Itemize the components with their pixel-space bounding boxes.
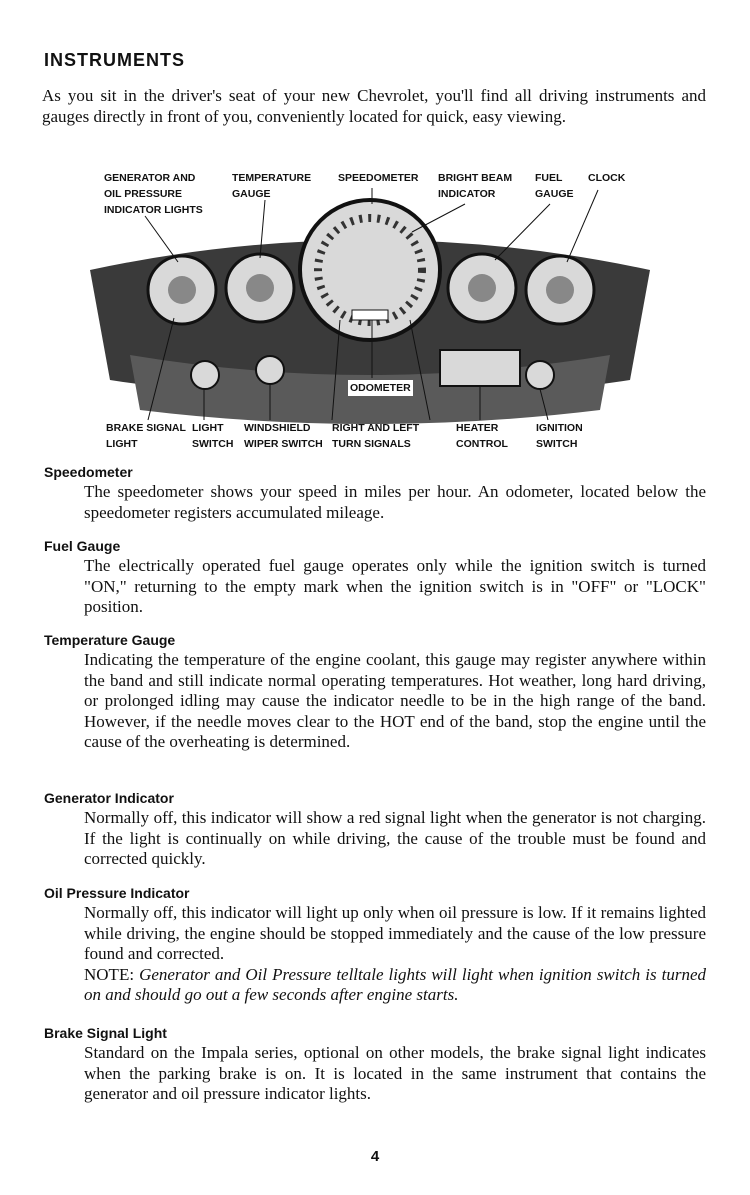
wiper-switch-knob <box>256 356 284 384</box>
page-title: INSTRUMENTS <box>44 50 185 70</box>
note-label: NOTE: <box>84 964 135 984</box>
section-heading: Fuel Gauge <box>44 538 121 554</box>
label-bright-beam: BRIGHT BEAM INDICATOR <box>438 172 513 200</box>
intro-paragraph: As you sit in the driver's seat of your new Chevrolet, you'll find all driving instruments and gauges directly in front of you, conveniently located for quick, easy viewing. <box>42 86 706 126</box>
note-paragraph <box>84 965 706 1006</box>
page-number: 4 <box>370 1148 380 1165</box>
section-body: Standard on the Impala series, optional on other models, the brake signal light indicates when the parking brake is on. It is located in the same instrument that contains the generator and oil pressure indicator lights. <box>84 1043 706 1103</box>
label-fuel-gauge: FUEL GAUGE <box>535 172 574 200</box>
generator-oil-gauge-center <box>168 276 196 304</box>
section-fuel-gauge <box>44 538 706 618</box>
label-speedometer: SPEEDOMETER <box>338 172 419 184</box>
clock-center <box>546 276 574 304</box>
section-body: Normally off, this indicator will show a red signal light when the generator is not charging. If the light is continually on while driving, the cause of the trouble must be found and corrected quickly. <box>84 808 706 868</box>
label-temperature-gauge: TEMPERATURE GAUGE <box>232 172 312 200</box>
odometer-window <box>352 310 388 320</box>
section-heading: Generator Indicator <box>44 790 174 806</box>
label-wiper-switch: WINDSHIELD WIPER SWITCH <box>244 422 323 450</box>
section-heading: Speedometer <box>44 464 133 480</box>
section-body: The speedometer shows your speed in miles per hour. An odometer, located below the speedometer registers accumulated mileage. <box>84 482 706 522</box>
section-heading: Oil Pressure Indicator <box>44 885 190 901</box>
light-switch-knob <box>191 361 219 389</box>
label-clock: CLOCK <box>588 172 626 184</box>
section-body: The electrically operated fuel gauge operates only while the ignition switch is turned "ON," returning to the empty mark when the ignition switch is in "OFF" or "LOCK" position. <box>84 556 706 616</box>
instrument-panel-figure <box>70 170 670 460</box>
section-generator-indicator <box>44 790 706 870</box>
label-generator-oil: GENERATOR AND OIL PRESSURE INDICATOR LIGHTS <box>104 172 203 216</box>
label-ignition-switch: IGNITION SWITCH <box>536 422 583 450</box>
section-oil-pressure <box>44 885 706 1006</box>
label-heater-control: HEATER CONTROL <box>456 422 508 450</box>
section-brake-signal <box>44 1025 706 1105</box>
section-heading: Brake Signal Light <box>44 1025 167 1041</box>
label-turn-signals: RIGHT AND LEFT TURN SIGNALS <box>332 422 420 450</box>
section-body: Indicating the temperature of the engine coolant, this gauge may register anywhere within the band and still indicate normal operating temperatures. Hot weather, long hard driving, or prolonged idling may cause the indicator needle to be in the high range of the band. However, if the needle moves clear to the HOT end of the band, stop the engine until the cause of the overheating is determined. <box>84 650 706 751</box>
ignition-switch-knob <box>526 361 554 389</box>
label-light-switch: LIGHT SWITCH <box>192 422 234 450</box>
heater-control <box>440 350 520 386</box>
temperature-gauge-center <box>246 274 274 302</box>
section-speedometer <box>44 464 706 523</box>
section-heading: Temperature Gauge <box>44 632 176 648</box>
label-brake-signal: BRAKE SIGNAL LIGHT <box>106 422 186 450</box>
section-body: Normally off, this indicator will light up only when oil pressure is low. If it remains lighted while driving, the engine should be stopped immediately and the cause of the low pressure found and corrected. <box>84 903 706 963</box>
note-text: Generator and Oil Pressure telltale lights will light when ignition switch is turned on and should go out a few seconds after engine starts. <box>84 964 707 1004</box>
fuel-gauge-center <box>468 274 496 302</box>
label-odometer: ODOMETER <box>350 382 411 394</box>
section-temperature-gauge <box>44 632 706 753</box>
